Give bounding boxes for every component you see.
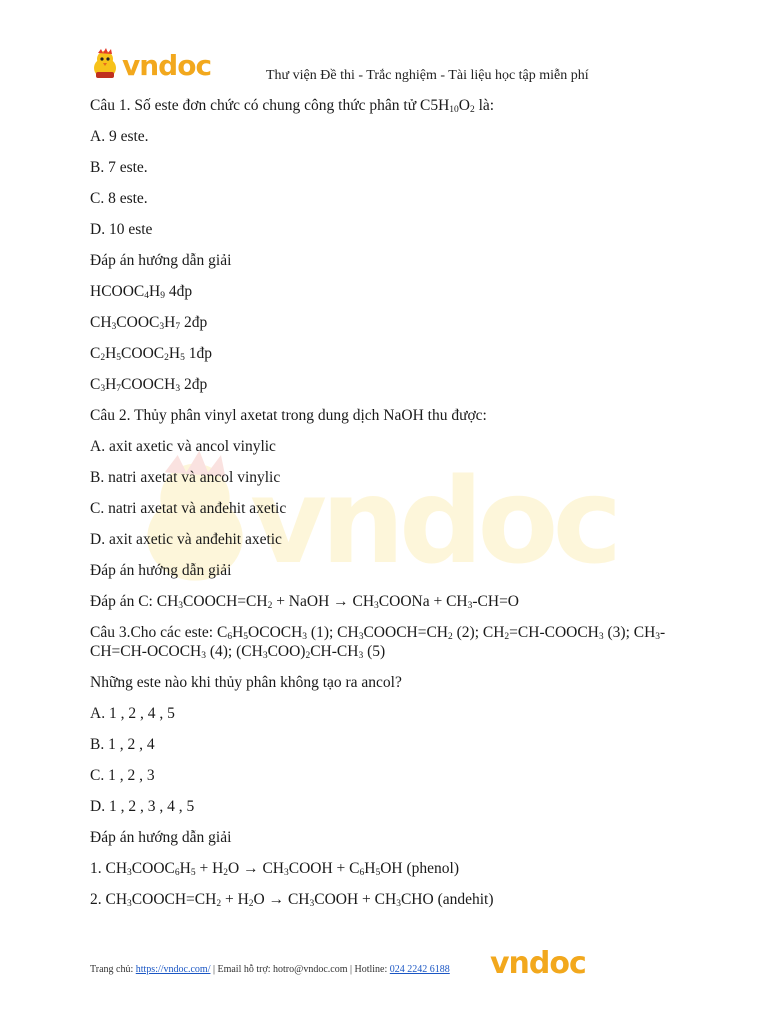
- page-footer: [90, 946, 710, 992]
- q1-isomer-3: $C_2H_5COOC_2H_5$ 1đp: [90, 345, 212, 363]
- document-body: [90, 96, 715, 921]
- q1-option-d: D. 10 este: [90, 221, 153, 238]
- mascot-icon: [90, 48, 120, 80]
- question-3-prompt: Những este nào khi thủy phân không tạo ra ancol?: [90, 674, 402, 691]
- home-link[interactable]: https://vndoc.com/: [135, 964, 211, 975]
- question-3: Câu 3.Cho các este: $C_6H_5OCOCH_3$ (1); $CH_3COOCH=CH_2$ (2); $CH_2=CH-COOCH_3$ (3); $CH_3-CH=CH-OCOCH_3$ (4); $(CH_3COO)_2CH-CH_3$ (5): [90, 624, 666, 661]
- page-header: [90, 48, 710, 88]
- vndoc-logo[interactable]: [90, 48, 211, 80]
- q1-option-b: B. 7 este.: [90, 159, 148, 176]
- q1-option-a: A. 9 este.: [90, 128, 149, 145]
- q3-answer-heading: Đáp án hướng dẫn giải: [90, 829, 232, 846]
- q1-isomer-1: $HCOOC_4H_9$ 4đp: [90, 283, 193, 301]
- q2-answer: Đáp án C: $CH_3COOCH=CH_2$ + NaOH → $CH_3COONa + CH_3-CH=O$: [90, 593, 520, 611]
- q1-isomer-2: $CH_3COOC_3H_7$ 2đp: [90, 314, 208, 332]
- q3-reaction-1: 1. $CH_3COOC_6H_5 + H_2O$ → $CH_3COOH + C_6H_5OH$ (phenol): [90, 860, 459, 878]
- q3-option-c: C. 1 , 2 , 3: [90, 767, 155, 784]
- logo-text: vndoc: [122, 49, 212, 82]
- question-2: Câu 2. Thủy phân vinyl axetat trong dung dịch NaOH thu được:: [90, 407, 487, 424]
- footer-contact: Trang chủ: https://vndoc.com/ | Email hỗ trợ: hotro@vndoc.com | Hotline: 024 2242 6188: [90, 964, 450, 975]
- watermark-text: vndoc: [250, 452, 617, 590]
- q1-answer-heading: Đáp án hướng dẫn giải: [90, 252, 232, 269]
- q1-isomer-4: $C_3H_7COOCH_3$ 2đp: [90, 376, 208, 394]
- q2-option-b: B. natri axetat và ancol vinylic: [90, 469, 281, 486]
- question-1: Câu 1. Số este đơn chức có chung công thức phân tử $C5H_{10}O_2$ là:: [90, 97, 495, 115]
- q2-option-d: D. axit axetic và anđehit axetic: [90, 531, 282, 548]
- q2-option-c: C. natri axetat và anđehit axetic: [90, 500, 287, 517]
- header-tagline: Thư viện Đề thi - Trắc nghiệm - Tài liệu học tập miễn phí: [266, 68, 589, 83]
- q1-option-c: C. 8 este.: [90, 190, 148, 207]
- hotline-link[interactable]: 024 2242 6188: [389, 964, 450, 975]
- footer-logo[interactable]: vndoc: [490, 946, 586, 981]
- q3-reaction-2: 2. $CH_3COOCH=CH_2 + H_2O$ → $CH_3COOH + CH_3CHO$ (andehit): [90, 891, 494, 909]
- q3-option-a: A. 1 , 2 , 4 , 5: [90, 705, 175, 722]
- q3-option-b: B. 1 , 2 , 4: [90, 736, 155, 753]
- q3-option-d: D. 1 , 2 , 3 , 4 , 5: [90, 798, 195, 815]
- q2-answer-heading: Đáp án hướng dẫn giải: [90, 562, 232, 579]
- q2-option-a: A. axit axetic và ancol vinylic: [90, 438, 276, 455]
